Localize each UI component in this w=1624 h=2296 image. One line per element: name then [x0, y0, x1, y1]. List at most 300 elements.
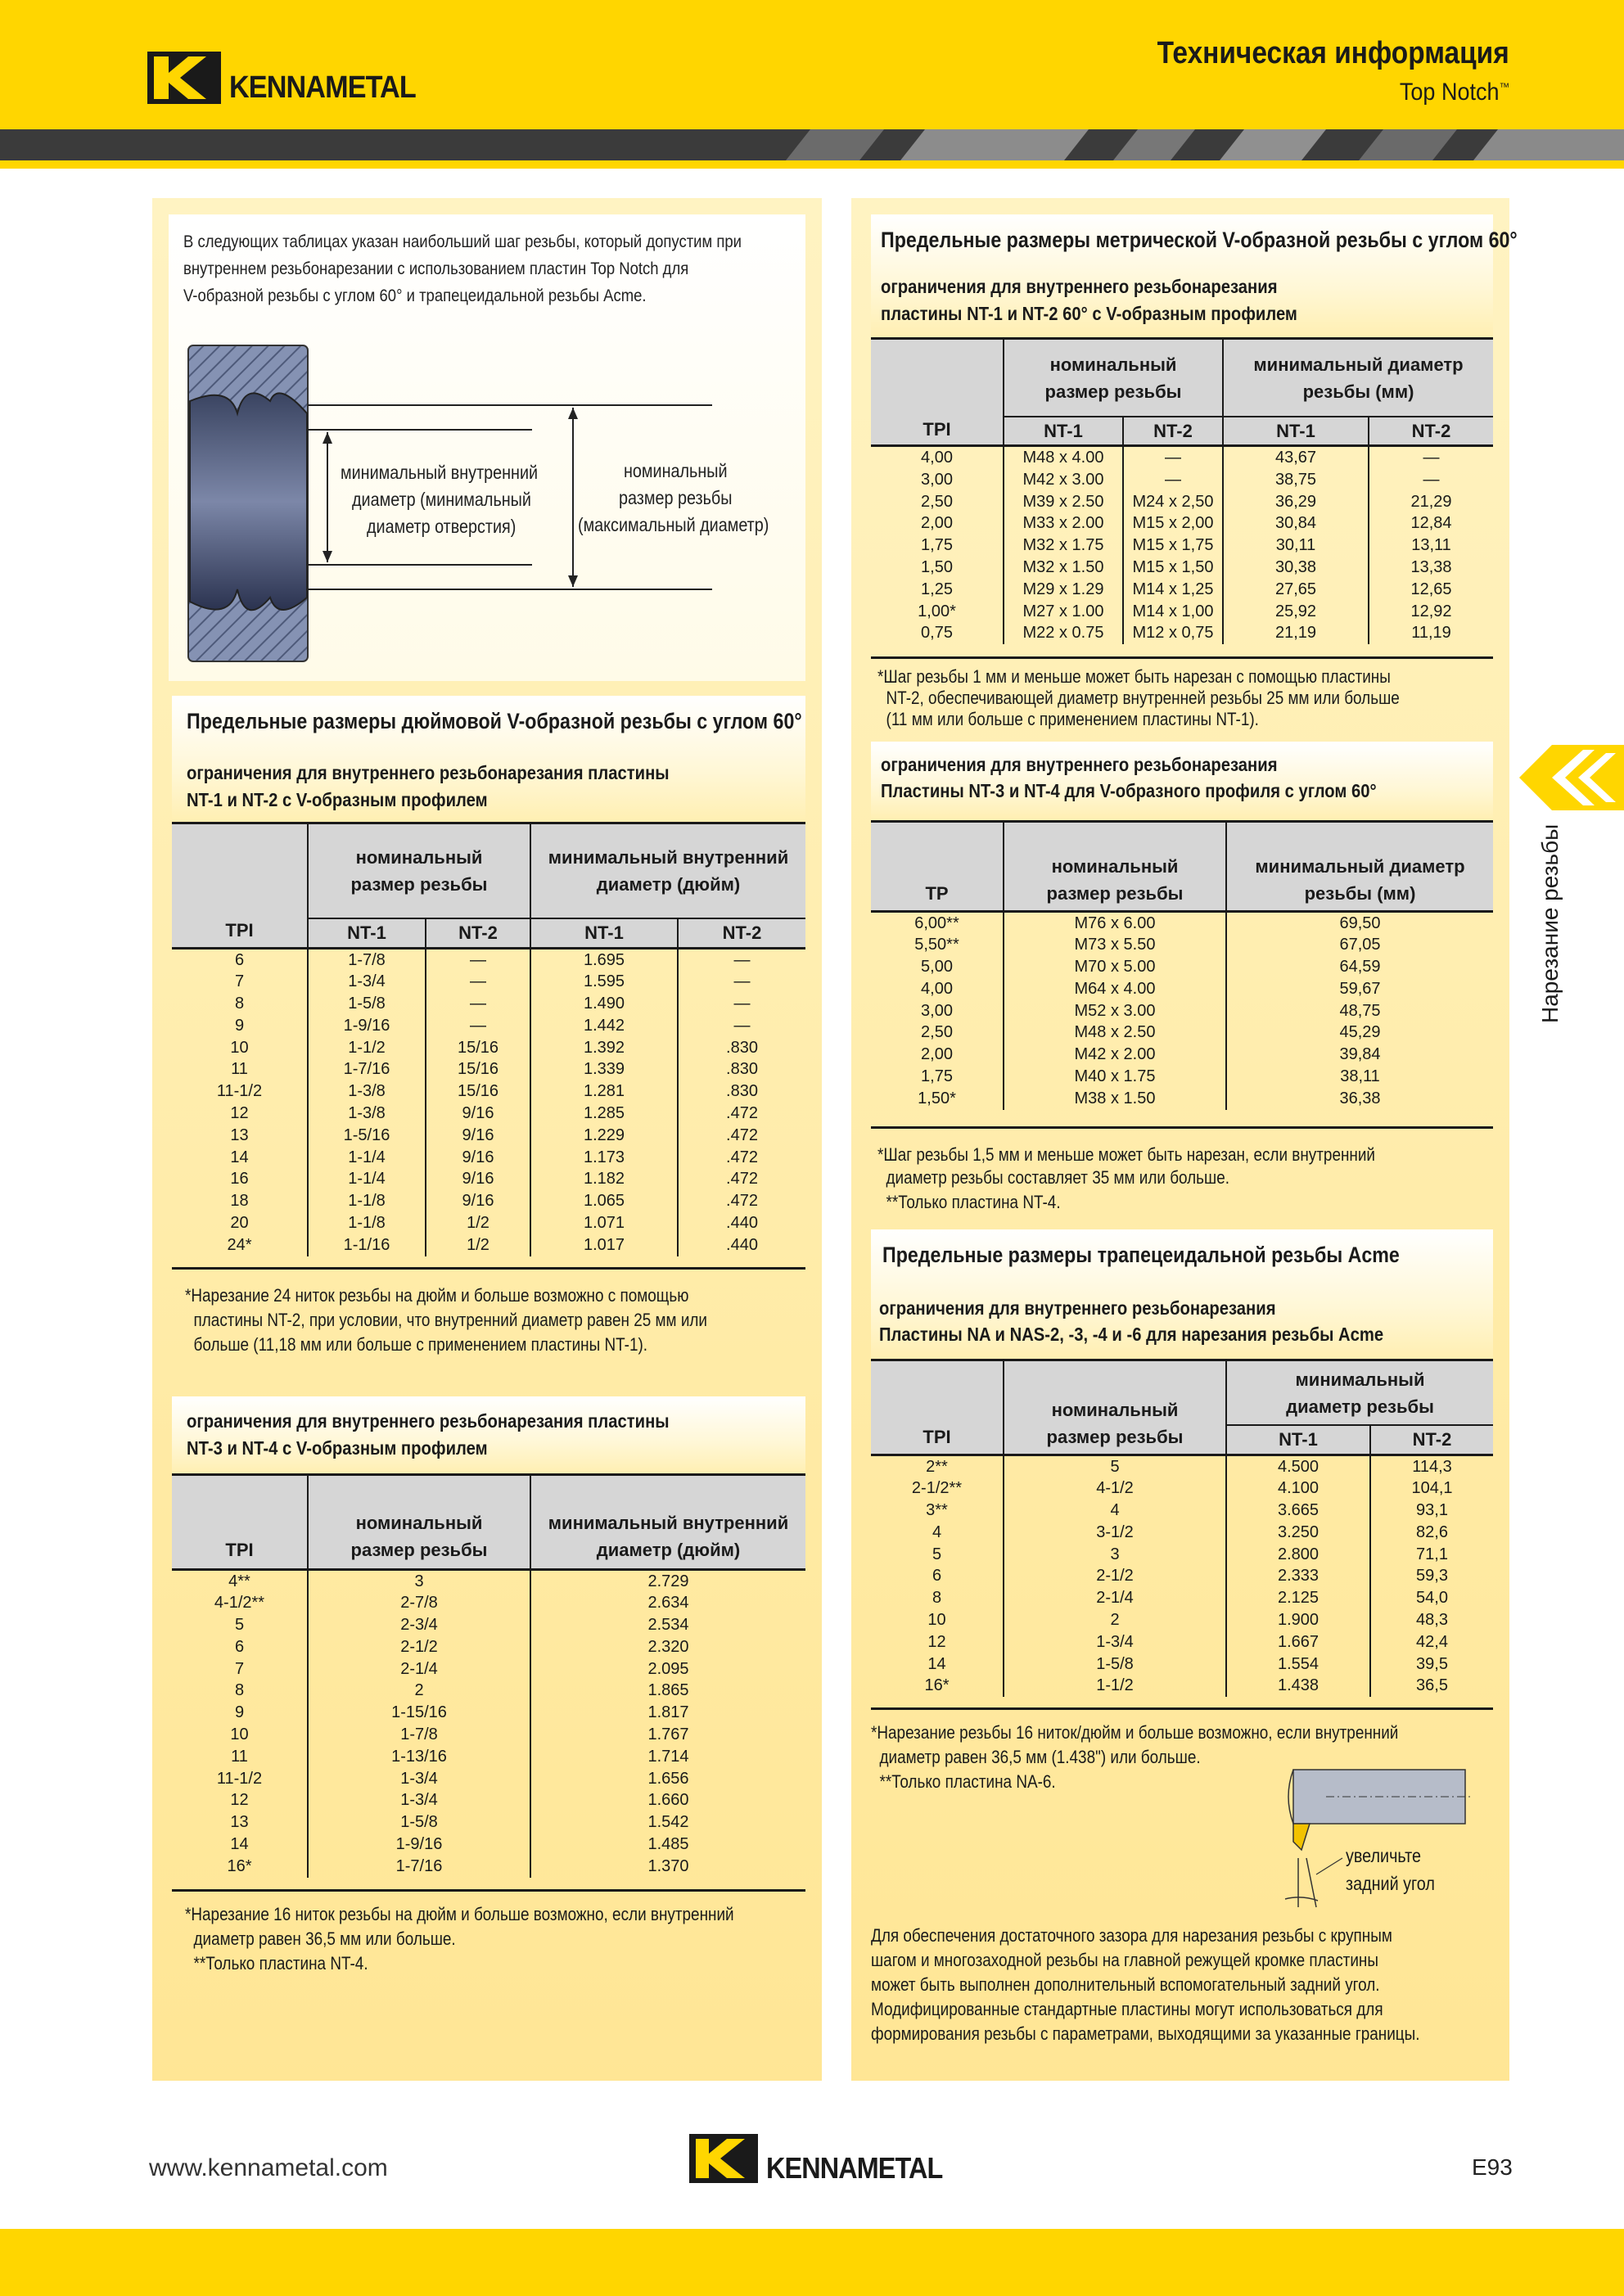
inch-t2-body	[172, 1569, 805, 1878]
table-cell: 2.800	[1226, 1544, 1370, 1566]
table-cell: 13	[230, 1813, 249, 1832]
metric-t2-head-nominal-2: размер резьбы	[1046, 882, 1184, 904]
table-cell: 7	[234, 972, 245, 991]
table-cell: 1-3/4	[308, 971, 426, 993]
table-cell: M52 x 3.00	[1004, 1000, 1226, 1022]
page-title: Техническая информация	[1157, 36, 1509, 70]
table-cell: 1.595	[530, 971, 678, 993]
table-cell: 2-7/8	[308, 1592, 530, 1614]
table-cell: 13	[230, 1125, 249, 1144]
acme-head-nominal-2: размер резьбы	[1046, 1426, 1184, 1447]
table-cell: 6	[932, 1567, 942, 1586]
table-row	[871, 1565, 1493, 1587]
table-cell: 6	[234, 1637, 245, 1656]
inch-t2-head-nominal	[308, 1476, 530, 1569]
metric-t1-bottom-rule	[871, 656, 1493, 659]
table-row	[871, 491, 1493, 513]
table-cell: 1.656	[530, 1768, 805, 1790]
table-cell: 1-1/2	[308, 1037, 426, 1059]
table-cell: 30,38	[1223, 557, 1369, 579]
table-cell: .472	[678, 1168, 805, 1190]
table-cell: 2-1/4	[308, 1658, 530, 1680]
table-cell: 25,92	[1223, 601, 1369, 623]
table-cell: 3,00	[921, 1001, 953, 1020]
table-cell: M27 x 1.00	[1004, 601, 1123, 623]
table-row	[172, 1147, 805, 1169]
table-cell: 3	[308, 1569, 530, 1592]
table-row	[172, 1212, 805, 1234]
inch-t1-head-nominal-2: размер резьбы	[350, 874, 488, 895]
table-cell: 1-3/8	[308, 1080, 426, 1103]
table-cell: 1-1/4	[308, 1168, 426, 1190]
table-cell: 1,75	[921, 1067, 953, 1086]
inch-t1-bottom-rule	[172, 1267, 805, 1270]
table-cell: 9	[234, 1016, 245, 1035]
table-cell: —	[1123, 469, 1223, 491]
acme-bottom-rule	[871, 1707, 1493, 1710]
metric-t1-head-nt1b: NT-1	[1223, 417, 1369, 446]
inch-t1-subtitle-2: NT-1 и NT-2 с V-образным профилем	[187, 789, 488, 810]
table-cell: 1,75	[921, 536, 953, 555]
table-cell: 1.229	[530, 1125, 678, 1147]
footer-brand-wordmark: KENNAMETAL	[766, 2151, 943, 2185]
table-cell: 5,50**	[914, 936, 959, 954]
table-cell: M73 x 5.50	[1004, 934, 1226, 956]
acme-head-nt1: NT-1	[1226, 1425, 1370, 1455]
table-cell: .472	[678, 1190, 805, 1212]
table-row	[871, 1587, 1493, 1609]
footer-logo	[689, 2131, 962, 2185]
table-cell: 2-1/2	[308, 1636, 530, 1658]
table-cell: 30,84	[1223, 512, 1369, 535]
table-row	[172, 1015, 805, 1037]
table-cell: 36,29	[1223, 491, 1369, 513]
table-cell: 1.370	[530, 1856, 805, 1878]
table-row	[871, 1675, 1493, 1697]
table-cell: 3**	[926, 1501, 948, 1520]
table-row	[172, 993, 805, 1015]
table-cell: .830	[678, 1080, 805, 1103]
table-cell: 5,00	[921, 958, 953, 977]
table-cell: M15 x 1,75	[1123, 535, 1223, 557]
table-cell: 114,3	[1370, 1455, 1493, 1477]
table-cell: 2-1/2	[1004, 1565, 1226, 1587]
intro-line-1: В следующих таблицах указан наибольший шаг резьбы, который допустим при	[183, 232, 742, 251]
table-cell: 2	[1004, 1609, 1226, 1631]
table-cell: M24 x 2,50	[1123, 491, 1223, 513]
table-row	[172, 1080, 805, 1103]
table-row	[172, 1569, 805, 1592]
table-cell: 1-1/4	[308, 1147, 426, 1169]
table-cell: 2**	[926, 1457, 948, 1476]
table-cell: 2,00	[921, 514, 953, 533]
inch-t1-head-tpi: TPI	[172, 824, 308, 948]
acme-closing-3: может быть выполнен дополнительный вспомогательный задний угол.	[871, 1974, 1380, 1995]
table-row	[871, 446, 1493, 469]
table-cell: 9/16	[426, 1147, 530, 1169]
table-cell: 1-1/2	[1004, 1675, 1226, 1697]
table-cell: .440	[678, 1234, 805, 1256]
table-cell: 11	[231, 1060, 248, 1079]
metric-t1-head-nominal-2: размер резьбы	[1044, 381, 1182, 402]
table-cell: 1.071	[530, 1212, 678, 1234]
inch-t1-head-nt1a: NT-1	[308, 918, 426, 948]
page-subtitle	[1400, 79, 1509, 106]
table-cell: 39,5	[1370, 1653, 1493, 1676]
metric-t1-subtitle-1: ограничения для внутреннего резьбонарезания	[881, 276, 1278, 297]
table-cell: 9/16	[426, 1190, 530, 1212]
table-cell: M38 x 1.50	[1004, 1088, 1226, 1110]
metric-t2-head-nominal	[1004, 823, 1226, 911]
acme-head-tpi: TPI	[871, 1361, 1004, 1455]
table-cell: 69,50	[1226, 911, 1493, 934]
table-row	[172, 971, 805, 993]
tool-label-2: задний угол	[1346, 1873, 1435, 1894]
diagram-inner-label-3: диаметр отверстия)	[367, 516, 517, 537]
table-row	[871, 1000, 1493, 1022]
table-cell: 1-7/16	[308, 1856, 530, 1878]
page-number: E93	[1472, 2154, 1513, 2180]
metric-t1-body	[871, 446, 1493, 645]
inch-t2-note-3: **Только пластина NT-4.	[185, 1953, 368, 1973]
table-cell: 4,00	[921, 449, 953, 467]
metric-t1-head-tpi: TPI	[871, 340, 1004, 446]
metric-t1-head-nt1a: NT-1	[1004, 417, 1123, 446]
table-cell: 1-1/8	[308, 1190, 426, 1212]
inch-t1-table	[172, 824, 805, 1256]
table-cell: M40 x 1.75	[1004, 1066, 1226, 1088]
table-cell: 1/2	[426, 1212, 530, 1234]
table-row	[871, 1653, 1493, 1676]
inch-t2-head-tpi: TPI	[172, 1476, 308, 1569]
metric-t2-note-3: **Только пластина NT-4.	[877, 1192, 1061, 1212]
diagram-outer-label-2: размер резьбы	[619, 487, 733, 508]
inch-t2-head-mind-1: минимальный внутренний	[548, 1512, 789, 1533]
inch-t1-head-mind-2: диаметр (дюйм)	[596, 874, 741, 895]
metric-t1-head-nt2b: NT-2	[1369, 417, 1493, 446]
table-cell: 1.490	[530, 993, 678, 1015]
table-cell: 67,05	[1226, 934, 1493, 956]
table-cell: M14 x 1,25	[1123, 579, 1223, 601]
table-cell: 9/16	[426, 1103, 530, 1125]
table-cell: 1-1/8	[308, 1212, 426, 1234]
table-cell: 71,1	[1370, 1544, 1493, 1566]
table-row	[172, 1636, 805, 1658]
table-cell: 1-5/8	[1004, 1653, 1226, 1676]
table-cell: 82,6	[1370, 1522, 1493, 1544]
table-cell: M76 x 6.00	[1004, 911, 1226, 934]
acme-head-mind-2: диаметр резьбы	[1286, 1396, 1434, 1417]
table-row	[172, 1125, 805, 1147]
table-cell: 1.438	[1226, 1675, 1370, 1697]
table-cell: M33 x 2.00	[1004, 512, 1123, 535]
table-row	[871, 512, 1493, 535]
table-cell: 54,0	[1370, 1587, 1493, 1609]
table-cell: —	[426, 993, 530, 1015]
acme-closing-1: Для обеспечения достаточного зазора для нарезания резьбы с крупным	[871, 1925, 1392, 1946]
table-cell: 4.500	[1226, 1455, 1370, 1477]
table-cell: 3.665	[1226, 1500, 1370, 1522]
table-cell: 1-7/8	[308, 948, 426, 971]
metric-t2-head-mind	[1226, 823, 1493, 911]
table-cell: 10	[927, 1611, 946, 1630]
table-cell: 43,67	[1223, 446, 1369, 469]
inch-t1-head-nt1b: NT-1	[530, 918, 678, 948]
table-cell: 4	[932, 1522, 942, 1541]
inch-t2-bottom-rule	[172, 1889, 805, 1892]
metric-t1-head-mind-2: резьбы (мм)	[1302, 381, 1414, 402]
table-cell: 11,19	[1369, 622, 1493, 644]
table-cell: 4**	[228, 1572, 250, 1590]
side-tab-label: Нарезание резьбы	[1537, 823, 1563, 1023]
table-cell: 9/16	[426, 1125, 530, 1147]
table-cell: 1-1/16	[308, 1234, 426, 1256]
table-cell: 1.339	[530, 1058, 678, 1080]
table-cell: 1,50*	[918, 1089, 956, 1107]
table-cell: 1.900	[1226, 1609, 1370, 1631]
diagram-outer-label-3: (максимальный диаметр)	[578, 514, 769, 535]
table-cell: 24*	[227, 1235, 252, 1254]
inch-t2-note-2: диаметр равен 36,5 мм или больше.	[185, 1928, 456, 1949]
inch-t1-head-nominal-1: номинальный	[355, 847, 483, 868]
subtitle-text: Top Notch	[1399, 79, 1500, 106]
table-cell: 1.065	[530, 1190, 678, 1212]
table-cell: 4-1/2**	[214, 1594, 265, 1613]
table-cell: 15/16	[426, 1037, 530, 1059]
acme-table	[871, 1361, 1493, 1697]
table-row	[871, 601, 1493, 623]
inch-t2-note-1: *Нарезание 16 ниток резьбы на дюйм и больше возможно, если внутренний	[185, 1904, 734, 1924]
table-cell: 1.485	[530, 1834, 805, 1856]
table-row	[172, 1190, 805, 1212]
metric-section-title: Предельные размеры метрической V-образной резьбы с углом 60°	[881, 228, 1518, 252]
table-cell: 2-1/4	[1004, 1587, 1226, 1609]
side-tab-chevron-icon[interactable]	[1519, 745, 1624, 810]
table-cell: 8	[932, 1589, 942, 1608]
table-cell: —	[1123, 446, 1223, 469]
table-cell: 6,00**	[914, 913, 959, 932]
table-cell: 2.534	[530, 1614, 805, 1636]
table-cell: 38,75	[1223, 469, 1369, 491]
table-cell: 42,4	[1370, 1631, 1493, 1653]
metric-t1-head-nominal-1: номинальный	[1049, 354, 1177, 375]
page-header	[0, 0, 1624, 129]
table-cell: 1-7/16	[308, 1058, 426, 1080]
table-cell: 6	[234, 950, 245, 969]
table-cell: 48,3	[1370, 1609, 1493, 1631]
inch-t2-table	[172, 1476, 805, 1878]
tool-label-1: увеличьте	[1346, 1845, 1422, 1866]
table-cell: 1.442	[530, 1015, 678, 1037]
footer-k-logo-icon	[689, 2134, 758, 2183]
table-cell: 3	[1004, 1544, 1226, 1566]
table-cell: 64,59	[1226, 956, 1493, 978]
table-cell: 36,5	[1370, 1675, 1493, 1697]
table-row	[172, 1058, 805, 1080]
inch-t2-head-mind	[530, 1476, 805, 1569]
metric-t2-table	[871, 823, 1493, 1110]
table-cell: M15 x 1,50	[1123, 557, 1223, 579]
footer-band	[0, 2229, 1624, 2296]
footer-url[interactable]: www.kennametal.com	[149, 2154, 388, 2181]
table-row	[172, 1724, 805, 1746]
table-cell: M64 x 4.00	[1004, 978, 1226, 1000]
table-cell: 1.865	[530, 1680, 805, 1702]
table-cell: M22 x 0.75	[1004, 622, 1123, 644]
table-cell: 9/16	[426, 1168, 530, 1190]
table-cell: —	[678, 971, 805, 993]
table-cell: 3-1/2	[1004, 1522, 1226, 1544]
table-cell: 12	[230, 1104, 249, 1123]
table-cell: 4	[1004, 1500, 1226, 1522]
table-cell: 39,84	[1226, 1044, 1493, 1066]
table-cell: —	[1369, 446, 1493, 469]
trademark-mark: ™	[1499, 80, 1509, 93]
table-cell: 21,29	[1369, 491, 1493, 513]
table-row	[172, 1856, 805, 1878]
inch-t2-subtitle-2: NT-3 и NT-4 с V-образным профилем	[187, 1437, 488, 1459]
table-cell: M70 x 5.00	[1004, 956, 1226, 978]
diagram-inner-label-2: диаметр (минимальный	[352, 489, 531, 510]
table-cell: M15 x 2,00	[1123, 512, 1223, 535]
table-cell: 20	[230, 1214, 249, 1233]
metric-t2-head-mind-1: минимальный диаметр	[1255, 855, 1465, 877]
inch-t1-head-mind	[530, 824, 805, 918]
table-cell: 11-1/2	[216, 1082, 263, 1101]
table-cell: 12,84	[1369, 512, 1493, 535]
acme-note-1: *Нарезание резьбы 16 ниток/дюйм и больше возможно, если внутренний	[871, 1722, 1399, 1743]
table-cell: 5	[1004, 1455, 1226, 1477]
metric-t2-body	[871, 911, 1493, 1110]
table-cell: 9	[234, 1703, 245, 1722]
inch-t1-subtitle-1: ограничения для внутреннего резьбонарезания пластины	[187, 762, 670, 783]
intro-line-3: V-образной резьбы с углом 60° и трапецеидальной резьбы Acme.	[183, 286, 647, 305]
table-cell: 1.714	[530, 1746, 805, 1768]
acme-body	[871, 1455, 1493, 1697]
table-cell: 1-9/16	[308, 1834, 530, 1856]
metric-t1-note-1: *Шаг резьбы 1 мм и меньше может быть нарезан с помощью пластины	[877, 666, 1391, 687]
acme-closing-2: шагом и многозаходной резьбы на главной режущей кромке пластины	[871, 1950, 1378, 1970]
table-cell: 45,29	[1226, 1022, 1493, 1044]
table-row	[172, 1811, 805, 1834]
table-cell: 11	[231, 1747, 248, 1766]
acme-closing-5: формирования резьбы с параметрами, выходящими за указанные границы.	[871, 2023, 1420, 2044]
table-row	[871, 1631, 1493, 1653]
acme-head-mind	[1226, 1361, 1493, 1425]
table-cell: —	[426, 1015, 530, 1037]
table-row	[871, 622, 1493, 644]
table-cell: 1-3/8	[308, 1103, 426, 1125]
table-cell: 2.333	[1226, 1565, 1370, 1587]
metric-t1-head-nominal	[1004, 340, 1223, 417]
table-cell: 21,19	[1223, 622, 1369, 644]
table-cell: 2.634	[530, 1592, 805, 1614]
metric-t2-note-2: диаметр резьбы составляет 35 мм или больше.	[877, 1167, 1229, 1188]
table-cell: 10	[230, 1038, 249, 1057]
metric-t1-subtitle-2: пластины NT-1 и NT-2 60° с V-образным профилем	[881, 303, 1297, 324]
acme-closing-4: Модифицированные стандартные пластины могут использоваться для	[871, 1999, 1383, 2019]
table-cell: 2	[308, 1680, 530, 1702]
inch-t1-head-nt2a: NT-2	[426, 918, 530, 948]
acme-note-2: диаметр равен 36,5 мм (1.438") или больше.	[871, 1747, 1201, 1767]
metric-t1-head-mind-1: минимальный диаметр	[1253, 354, 1464, 375]
table-row	[871, 911, 1493, 934]
table-row	[871, 1066, 1493, 1088]
table-cell: 18	[230, 1192, 249, 1211]
table-cell: 1.767	[530, 1724, 805, 1746]
table-cell: 36,38	[1226, 1088, 1493, 1110]
table-row	[871, 1522, 1493, 1544]
table-row	[871, 1477, 1493, 1500]
metric-t2-subtitle-1: ограничения для внутреннего резьбонарезания	[881, 754, 1278, 775]
table-row	[871, 1500, 1493, 1522]
table-cell: 4-1/2	[1004, 1477, 1226, 1500]
table-cell: 1.173	[530, 1147, 678, 1169]
table-cell: 2,50	[921, 492, 953, 511]
table-cell: 8	[234, 1681, 245, 1700]
inch-section-title: Предельные размеры дюймовой V-образной резьбы с углом 60°	[187, 709, 802, 733]
table-cell: —	[678, 1015, 805, 1037]
table-cell: —	[1369, 469, 1493, 491]
table-cell: 2,00	[921, 1045, 953, 1064]
table-row	[172, 1768, 805, 1790]
table-row	[172, 1746, 805, 1768]
table-cell: 13,38	[1369, 557, 1493, 579]
table-row	[871, 1088, 1493, 1110]
table-cell: 1,00*	[918, 602, 956, 620]
diagram-outer-label-1: номинальный	[624, 460, 728, 481]
table-cell: 10	[230, 1725, 249, 1744]
table-cell: .830	[678, 1058, 805, 1080]
table-cell: 1.660	[530, 1789, 805, 1811]
table-cell: 14	[927, 1654, 946, 1673]
table-cell: M12 x 0,75	[1123, 622, 1223, 644]
header-stripe	[0, 129, 1624, 160]
header-stripe-bottom	[0, 160, 1624, 169]
table-cell: 27,65	[1223, 579, 1369, 601]
table-cell: .472	[678, 1147, 805, 1169]
table-cell: 0,75	[921, 624, 953, 643]
table-row	[871, 557, 1493, 579]
table-row	[172, 1614, 805, 1636]
table-cell: M32 x 1.50	[1004, 557, 1123, 579]
metric-t1-note-3: (11 мм или больше с применением пластины NT-1).	[877, 709, 1259, 729]
table-cell: 104,1	[1370, 1477, 1493, 1500]
table-cell: .830	[678, 1037, 805, 1059]
table-cell: .472	[678, 1103, 805, 1125]
table-cell: 1-5/8	[308, 993, 426, 1015]
table-cell: 2-3/4	[308, 1614, 530, 1636]
metric-t1-note-2: NT-2, обеспечивающей диаметр внутренней резьбы 25 мм или больше	[877, 688, 1400, 708]
table-row	[871, 1544, 1493, 1566]
acme-head-mind-1: минимальный	[1295, 1369, 1425, 1390]
table-cell: —	[678, 993, 805, 1015]
acme-note-3: **Только пластина NA-6.	[871, 1771, 1056, 1792]
table-cell: 48,75	[1226, 1000, 1493, 1022]
table-cell: 2,50	[921, 1023, 953, 1042]
table-row	[871, 579, 1493, 601]
table-row	[172, 1037, 805, 1059]
table-cell: —	[678, 948, 805, 971]
table-row	[172, 1789, 805, 1811]
table-cell: 13,11	[1369, 535, 1493, 557]
table-cell: 1,25	[921, 580, 953, 598]
table-row	[172, 1702, 805, 1724]
metric-t1-head-mind	[1223, 340, 1493, 417]
inch-t1-note-3: больше (11,18 мм или больше с применением пластины NT-1).	[185, 1334, 648, 1355]
table-cell: —	[426, 971, 530, 993]
table-cell: M48 x 2.50	[1004, 1022, 1226, 1044]
